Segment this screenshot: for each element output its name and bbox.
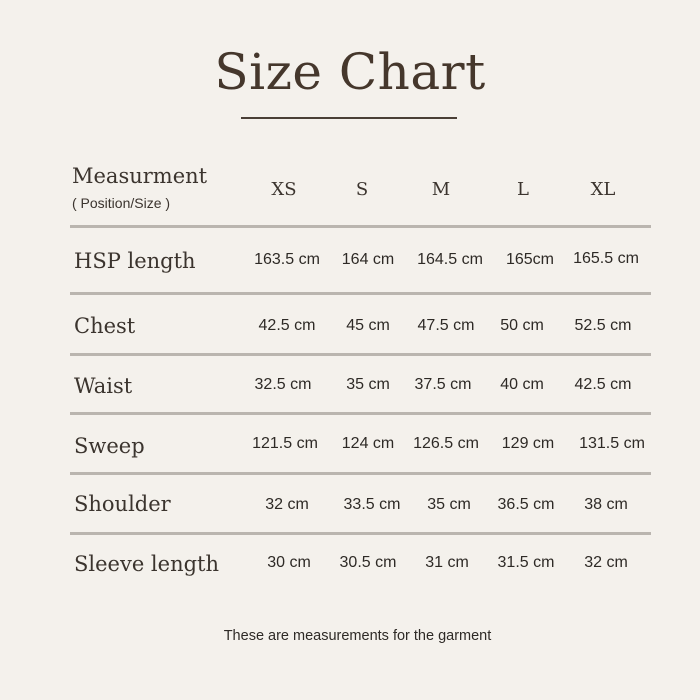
- table-divider: [70, 412, 651, 415]
- size-header-m: M: [431, 179, 451, 200]
- row-label-chest: Chest: [74, 314, 136, 338]
- table-cell: 42.5 cm: [258, 317, 316, 334]
- size-header-xs: XS: [271, 179, 297, 200]
- table-cell: 52.5 cm: [574, 317, 632, 334]
- size-header-s: S: [355, 179, 369, 200]
- table-cell: 36.5 cm: [497, 496, 555, 513]
- row-label-sleeve-length: Sleeve length: [74, 552, 220, 576]
- table-cell: 35 cm: [346, 376, 390, 393]
- table-cell: 33.5 cm: [343, 496, 401, 513]
- page-title: Size Chart: [214, 43, 486, 101]
- size-header-l: L: [517, 179, 529, 200]
- row-label-sweep: Sweep: [74, 434, 145, 458]
- table-cell: 50 cm: [500, 317, 544, 334]
- table-cell: 164 cm: [341, 251, 395, 268]
- table-cell: 165cm: [505, 251, 555, 268]
- table-divider: [70, 532, 651, 535]
- title-underline: [241, 117, 457, 119]
- table-divider: [70, 292, 651, 295]
- table-cell: 124 cm: [341, 435, 395, 452]
- measurement-header-label: Measurment: [72, 164, 208, 188]
- table-cell: 40 cm: [500, 376, 544, 393]
- table-divider: [70, 353, 651, 356]
- table-cell: 38 cm: [584, 496, 628, 513]
- table-cell: 32 cm: [265, 496, 309, 513]
- table-cell: 126.5 cm: [413, 435, 479, 452]
- table-divider: [70, 472, 651, 475]
- table-divider: [70, 225, 651, 228]
- row-label-shoulder: Shoulder: [74, 492, 171, 516]
- size-header-xl: XL: [590, 179, 616, 200]
- table-cell: 32 cm: [584, 554, 628, 571]
- measurement-header-sublabel: ( Position/Size ): [72, 195, 171, 211]
- footnote: These are measurements for the garment: [223, 628, 492, 644]
- table-cell: 30.5 cm: [339, 554, 397, 571]
- table-cell: 35 cm: [427, 496, 471, 513]
- table-cell: 47.5 cm: [417, 317, 475, 334]
- table-cell: 31 cm: [425, 554, 469, 571]
- table-cell: 37.5 cm: [414, 376, 472, 393]
- table-cell: 165.5 cm: [573, 250, 639, 267]
- table-cell: 32.5 cm: [254, 376, 312, 393]
- table-cell: 30 cm: [267, 554, 311, 571]
- table-cell: 121.5 cm: [252, 435, 318, 452]
- table-cell: 163.5 cm: [254, 251, 320, 268]
- row-label-waist: Waist: [74, 374, 133, 398]
- row-label-hsp-length: HSP length: [74, 249, 196, 273]
- table-cell: 42.5 cm: [574, 376, 632, 393]
- table-cell: 129 cm: [501, 435, 555, 452]
- table-cell: 31.5 cm: [497, 554, 555, 571]
- table-cell: 131.5 cm: [579, 435, 645, 452]
- table-cell: 164.5 cm: [417, 251, 483, 268]
- table-cell: 45 cm: [346, 317, 390, 334]
